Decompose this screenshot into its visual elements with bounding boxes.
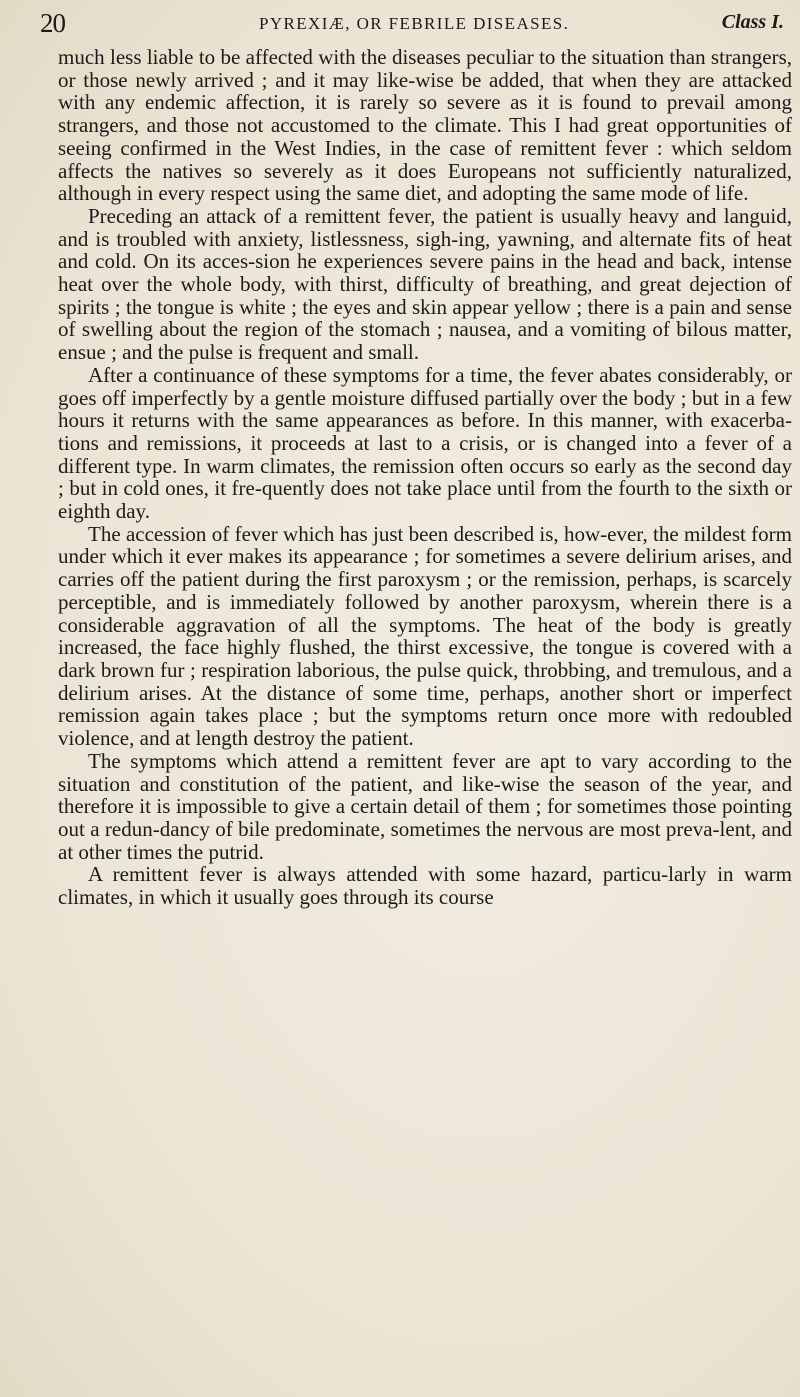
running-head: PYREXIÆ, OR FEBRILE DISEASES. bbox=[259, 14, 570, 33]
paragraph-severe-form: The accession of fever which has just been described is, how-ever, the mildest form under which it ever makes its appearance ; for sometimes a severe delirium arises, and carries off the patient during the first paroxysm ; or the remission, perhaps, is scarcely perceptible, and is immediately followed by another paroxysm, wherein there is a considerable aggravation of all the symptoms. The heat of the body is greatly increased, the face highly flushed, the thirst excessive, the tongue is covered with a dark brown fur ; respiration laborious, the pulse quick, throbbing, and tremulous, and a delirium arises. At the distance of some time, perhaps, another short or imperfect remission again takes place ; but the symptoms return once more with redoubled violence, and at length destroy the patient. bbox=[58, 521, 792, 751]
paragraph-continuation: much less liable to be affected with the diseases peculiar to the situation than strangers, or those newly arrived ; and it may like-wise be added, that when they are attacked with any endemic affection, it is rarely so severe as it is found to prevail among strangers, and those not accustomed to the climate. This I had great opportunities of seeing confirmed in the West Indies, in the case of remittent fever : which seldom affects the natives so severely as it does Europeans not sufficiently naturalized, although in every respect using the same diet, and adopting the same mode of life. bbox=[58, 45, 792, 206]
paragraph-variation: The symptoms which attend a remittent fever are apt to vary according to the situation and constitution of the patient, and like-wise the season of the year, and therefore it is impossible to give a certain detail of them ; for sometimes those pointing out a redun-dancy of bile predominate, sometimes the nervous are most preva-lent, and at other times the putrid. bbox=[58, 748, 792, 864]
body-text bbox=[58, 46, 792, 909]
paragraph-hazard: A remittent fever is always attended with some hazard, particu-larly in warm climates, in which it usually goes through its course bbox=[58, 862, 792, 910]
page-header bbox=[40, 4, 784, 44]
paragraph-symptoms: Preceding an attack of a remittent fever, the patient is usually heavy and languid, and is troubled with anxiety, listlessness, sigh-ing, yawning, and alternate fits of heat and cold. On its acces-sion he experiences severe pains in the head and back, intense heat over the whole body, with thirst, difficulty of breathing, and great dejection of spirits ; the tongue is white ; the eyes and skin appear yellow ; there is a pain and sense of swelling about the region of the stomach ; nausea, and a vomiting of bilous matter, ensue ; and the pulse is frequent and small. bbox=[58, 203, 792, 365]
page-number: 20 bbox=[40, 8, 65, 38]
paragraph-remission: After a continuance of these symptoms for a time, the fever abates considerably, or goes off imperfectly by a gentle moisture diffused partially over the body ; but in a few hours it returns with the same appearances as before. In this manner, with exacerba-tions and remissions, it proceeds at last to a crisis, or is changed into a fever of a different type. In warm climates, the remission often occurs so early as the second day ; but in cold ones, it fre-quently does not take place until from the fourth to the sixth or eighth day. bbox=[58, 362, 792, 524]
class-label: Class I. bbox=[721, 11, 784, 33]
